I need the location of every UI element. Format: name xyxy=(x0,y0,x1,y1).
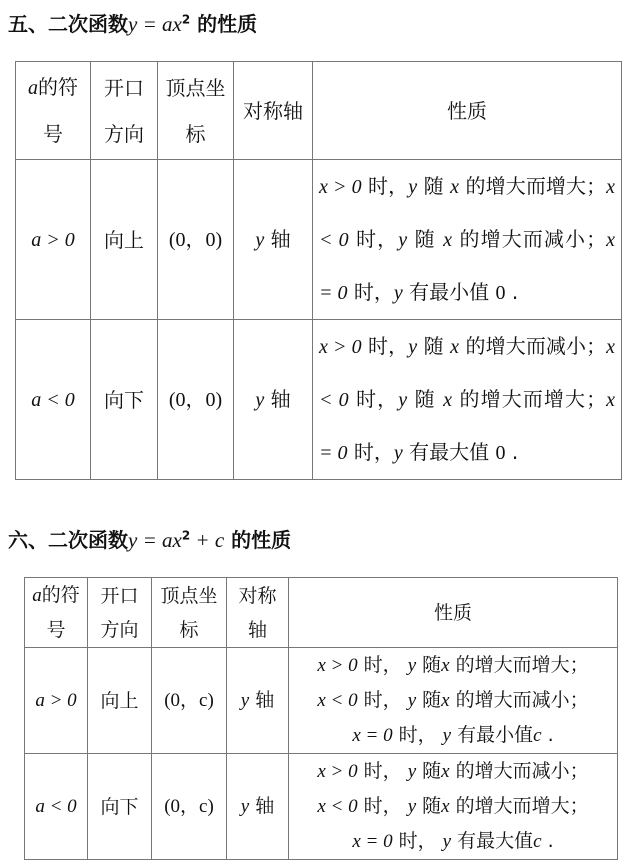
property-text: 时， xyxy=(361,334,409,358)
axis-text: 轴 xyxy=(264,387,291,411)
axis-cell xyxy=(234,160,313,320)
property-text: 的增大而减小； xyxy=(452,227,607,251)
math-expression: x < 0 xyxy=(317,796,358,817)
property-text: 随 xyxy=(416,760,442,782)
axis-cell xyxy=(234,320,313,480)
math-expression: x > 0 xyxy=(319,336,362,358)
math-expression: x xyxy=(441,655,450,676)
property-text: 随 xyxy=(416,689,442,711)
title-formula-tail: + c xyxy=(190,528,225,552)
property-text: 时， xyxy=(392,724,443,746)
header-sign xyxy=(16,62,91,160)
vertex-cell: (0，0) xyxy=(158,160,234,320)
header-sign xyxy=(25,578,88,648)
title-exponent: 2 xyxy=(181,528,191,543)
property-text: 时， xyxy=(357,689,408,711)
axis-cell xyxy=(227,754,289,860)
property-text: 的增大而增大； xyxy=(449,795,589,817)
header-sign-text: 的符号 xyxy=(41,584,80,641)
property-text: 有最大值 xyxy=(402,440,496,464)
opening-cell: 向上 xyxy=(91,160,158,320)
math-expression: y xyxy=(398,229,408,251)
sign-cell: a < 0 xyxy=(16,320,91,480)
property-text: 时， xyxy=(357,654,408,676)
title-formula: y = ax xyxy=(128,12,182,36)
property-text: 时， xyxy=(348,387,399,411)
math-expression: c xyxy=(533,831,542,852)
math-expression: x xyxy=(441,761,450,782)
math-expression: 0 xyxy=(495,442,506,464)
properties-table-1 xyxy=(15,61,622,480)
property-text: 时， xyxy=(392,830,443,852)
property-text: 随 xyxy=(407,227,444,251)
table-row xyxy=(25,648,618,754)
property-text: 有最小值 xyxy=(451,724,534,746)
property-text: . xyxy=(505,280,519,304)
property-cell xyxy=(313,320,622,480)
header-opening: 开口方向 xyxy=(91,62,158,160)
property-cell xyxy=(289,754,618,860)
property-text: 随 xyxy=(417,174,451,198)
sign-cell: a > 0 xyxy=(16,160,91,320)
table-row xyxy=(25,754,618,860)
math-expression: y xyxy=(398,389,408,411)
property-text: 时， xyxy=(347,280,394,304)
header-property: 性质 xyxy=(313,62,622,160)
title-exponent: 2 xyxy=(181,12,191,27)
header-axis: 对称轴 xyxy=(227,578,289,648)
property-text: 时， xyxy=(357,795,408,817)
property-cell xyxy=(289,648,618,754)
axis-text: 轴 xyxy=(249,689,275,711)
math-expression: y xyxy=(407,655,417,676)
title-formula: y = ax xyxy=(128,528,182,552)
table-row xyxy=(16,160,622,320)
math-expression: x = 0 xyxy=(352,831,393,852)
table-header-row xyxy=(25,578,618,648)
math-expression: y xyxy=(407,761,417,782)
sign-cell: a < 0 xyxy=(25,754,88,860)
property-text: 时， xyxy=(357,760,408,782)
property-line xyxy=(293,789,613,824)
property-line xyxy=(293,754,613,789)
property-text: . xyxy=(541,724,554,746)
property-text: 有最大值 xyxy=(451,830,534,852)
property-text: 的增大而增大； xyxy=(459,174,607,198)
header-property: 性质 xyxy=(289,578,618,648)
property-text: 随 xyxy=(407,387,444,411)
property-line xyxy=(293,683,613,718)
opening-cell: 向下 xyxy=(91,320,158,480)
property-text: 有最小值 xyxy=(402,280,496,304)
axis-var: y xyxy=(240,690,250,711)
math-expression: y xyxy=(408,176,418,198)
axis-var: y xyxy=(240,796,250,817)
vertex-cell: (0，c) xyxy=(152,754,227,860)
math-expression: y xyxy=(407,796,417,817)
header-sign-text: 的符号 xyxy=(38,75,78,146)
math-expression: y xyxy=(407,690,417,711)
header-a: a xyxy=(28,77,38,99)
axis-text: 轴 xyxy=(249,795,275,817)
math-expression: x = 0 xyxy=(319,389,616,464)
math-expression: y xyxy=(393,442,403,464)
property-text: . xyxy=(505,440,519,464)
property-text: 随 xyxy=(417,334,451,358)
property-text: 时， xyxy=(347,440,394,464)
title-text: 六、二次函数 xyxy=(8,528,128,552)
property-text: 的增大而减小； xyxy=(449,689,589,711)
math-expression: x = 0 xyxy=(352,725,393,746)
math-expression: x > 0 xyxy=(319,176,362,198)
property-text: 时， xyxy=(348,227,399,251)
property-text: . xyxy=(541,830,554,852)
axis-text: 轴 xyxy=(264,227,291,251)
header-vertex: 顶点坐标 xyxy=(152,578,227,648)
vertex-cell: (0，c) xyxy=(152,648,227,754)
math-expression: x > 0 xyxy=(317,761,358,782)
header-opening: 开口方向 xyxy=(88,578,152,648)
property-text: 时， xyxy=(361,174,409,198)
math-expression: x xyxy=(443,389,453,411)
opening-cell: 向上 xyxy=(88,648,152,754)
axis-cell xyxy=(227,648,289,754)
title-text: 五、二次函数 xyxy=(8,12,128,36)
section1-title xyxy=(8,8,257,37)
math-expression: x xyxy=(441,796,450,817)
property-text: 的增大而增大； xyxy=(449,654,589,676)
property-text: 的增大而增大； xyxy=(452,387,607,411)
property-text: 随 xyxy=(416,654,442,676)
property-text: 的增大而减小； xyxy=(459,334,607,358)
math-expression: 0 xyxy=(495,282,506,304)
math-expression: x < 0 xyxy=(319,336,616,411)
property-text: 随 xyxy=(416,795,442,817)
axis-var: y xyxy=(255,389,265,411)
math-expression: x < 0 xyxy=(317,690,358,711)
math-expression: x xyxy=(450,176,460,198)
math-expression: x xyxy=(443,229,453,251)
math-expression: x > 0 xyxy=(317,655,358,676)
title-suffix: 的性质 xyxy=(224,528,292,552)
math-expression: y xyxy=(393,282,403,304)
math-expression: x xyxy=(450,336,460,358)
math-expression: c xyxy=(533,725,542,746)
vertex-cell: (0，0) xyxy=(158,320,234,480)
property-line xyxy=(293,648,613,683)
property-line xyxy=(293,718,613,753)
table-row xyxy=(16,320,622,480)
properties-table-2 xyxy=(24,577,618,860)
math-expression: x = 0 xyxy=(319,229,616,304)
math-expression: x xyxy=(441,690,450,711)
opening-cell: 向下 xyxy=(88,754,152,860)
axis-var: y xyxy=(255,229,265,251)
property-text: 的增大而减小； xyxy=(449,760,589,782)
property-cell xyxy=(313,160,622,320)
math-expression: y xyxy=(442,831,452,852)
math-expression: y xyxy=(408,336,418,358)
table-header-row xyxy=(16,62,622,160)
math-expression: y xyxy=(442,725,452,746)
sign-cell: a > 0 xyxy=(25,648,88,754)
title-suffix: 的性质 xyxy=(190,12,258,36)
header-vertex: 顶点坐标 xyxy=(158,62,234,160)
math-expression: x < 0 xyxy=(319,176,616,251)
header-axis: 对称轴 xyxy=(234,62,313,160)
section2-title xyxy=(8,524,291,553)
property-line xyxy=(293,824,613,859)
header-a: a xyxy=(32,585,42,606)
